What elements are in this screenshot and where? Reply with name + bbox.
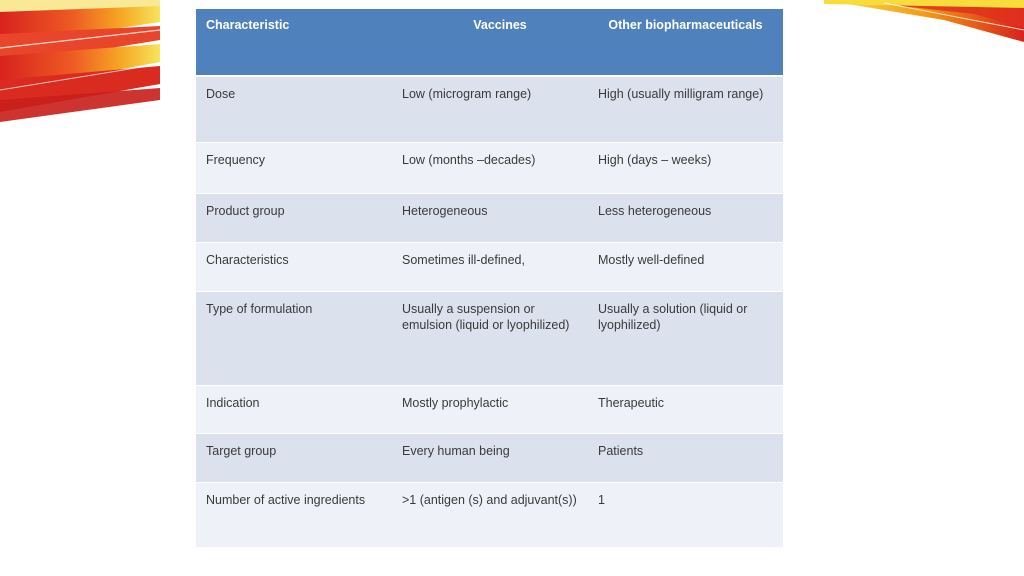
cell-characteristic: Number of active ingredients: [196, 482, 392, 547]
header-vaccines: Vaccines: [392, 9, 588, 76]
table-row: [196, 482, 783, 547]
decorative-stripes-left: [0, 0, 165, 125]
table-row: [196, 242, 783, 291]
comparison-table: [196, 9, 783, 547]
cell-other: Less heterogeneous: [588, 193, 783, 242]
cell-characteristic: Characteristics: [196, 242, 392, 291]
cell-characteristic: Type of formulation: [196, 291, 392, 385]
header-other-biopharmaceuticals: Other biopharmaceuticals: [588, 9, 783, 76]
cell-other: High (usually milligram range): [588, 76, 783, 142]
cell-other: High (days – weeks): [588, 142, 783, 193]
cell-other: Usually a solution (liquid or lyophilized): [588, 291, 783, 385]
cell-vaccines: >1 (antigen (s) and adjuvant(s)): [392, 482, 588, 547]
table-row: [196, 291, 783, 385]
cell-other: 1: [588, 482, 783, 547]
cell-vaccines: Low (months –decades): [392, 142, 588, 193]
table-header-row: [196, 9, 783, 76]
cell-vaccines: Heterogeneous: [392, 193, 588, 242]
cell-vaccines: Sometimes ill-defined,: [392, 242, 588, 291]
cell-other: Patients: [588, 433, 783, 482]
cell-characteristic: Target group: [196, 433, 392, 482]
decorative-stripes-right: [824, 0, 1024, 50]
table-row: [196, 76, 783, 142]
cell-characteristic: Indication: [196, 385, 392, 433]
cell-vaccines: Every human being: [392, 433, 588, 482]
comparison-table-container: [196, 9, 783, 548]
cell-other: Mostly well-defined: [588, 242, 783, 291]
table-row: [196, 142, 783, 193]
cell-characteristic: Dose: [196, 76, 392, 142]
cell-characteristic: Frequency: [196, 142, 392, 193]
table-row: [196, 193, 783, 242]
cell-vaccines: Mostly prophylactic: [392, 385, 588, 433]
cell-vaccines: Usually a suspension or emulsion (liquid or lyophilized): [392, 291, 588, 385]
cell-vaccines: Low (microgram range): [392, 76, 588, 142]
table-row: [196, 433, 783, 482]
table-row: [196, 385, 783, 433]
header-characteristic: Characteristic: [196, 9, 392, 76]
cell-characteristic: Product group: [196, 193, 392, 242]
cell-other: Therapeutic: [588, 385, 783, 433]
